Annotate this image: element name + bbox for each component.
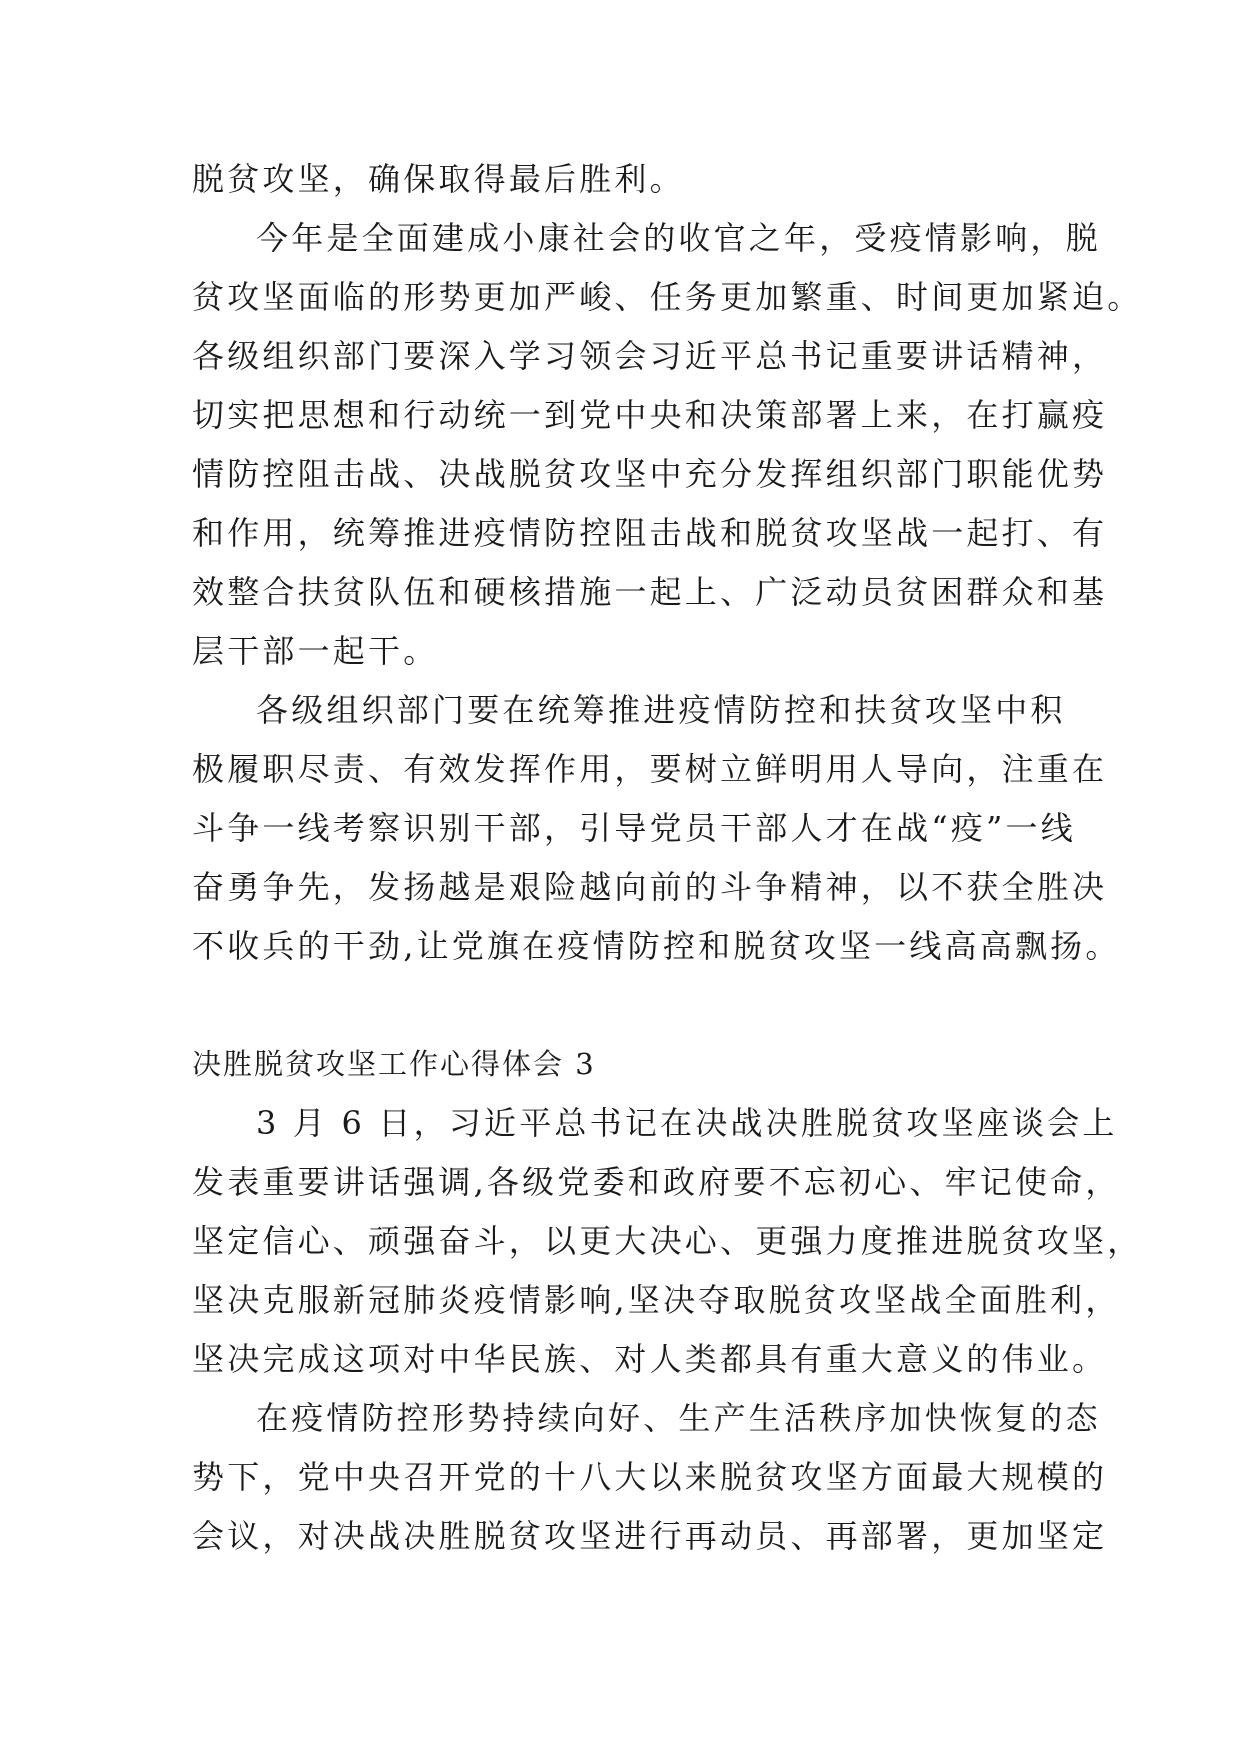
text-line: 贫攻坚面临的形势更加严峻、任务更加繁重、时间更加紧迫。 — [192, 278, 1143, 316]
section-spacer — [192, 976, 1052, 1035]
text-line: 不收兵的干劲,让党旗在疫情防控和脱贫攻坚一线高高飘扬。 — [192, 927, 1121, 965]
paragraph — [192, 1389, 1108, 1566]
text-line: 势下，党中央召开党的十八大以来脱贫攻坚方面最大规模的 — [192, 1458, 1108, 1496]
text-line: 在疫情防控形势持续向好、生产生活秩序加快恢复的态 — [256, 1399, 1101, 1437]
text-line: 奋勇争先，发扬越是艰险越向前的斗争精神，以不获全胜决 — [192, 868, 1108, 906]
text-line: 斗争一线考察识别干部，引导党员干部人才在战“疫”一线 — [192, 809, 1076, 847]
text-line: 今年是全面建成小康社会的收官之年，受疫情影响，脱 — [256, 219, 1101, 257]
section-title: 决胜脱贫攻坚工作心得体会 3 — [192, 1047, 596, 1081]
paragraph — [192, 209, 1143, 681]
text-line: 3 月 6 日，习近平总书记在决战决胜脱贫攻坚座谈会上 — [256, 1104, 1118, 1142]
text-line: 和作用，统筹推进疫情防控阻击战和脱贫攻坚战一起打、有 — [192, 514, 1108, 552]
text-line: 极履职尽责、有效发挥作用，要树立鲜明用人导向，注重在 — [192, 750, 1108, 788]
text-line: 坚定信心、顽强奋斗，以更大决心、更强力度推进脱贫攻坚， — [192, 1222, 1143, 1260]
text-line: 坚决克服新冠肺炎疫情影响,坚决夺取脱贫攻坚战全面胜利， — [192, 1281, 1121, 1319]
text-line: 各级组织部门要在统筹推进疫情防控和扶贫攻坚中积 — [256, 691, 1066, 729]
text-line: 情防控阻击战、决战脱贫攻坚中充分发挥组织部门职能优势 — [192, 455, 1108, 493]
text-line: 发表重要讲话强调,各级党委和政府要不忘初心、牢记使命， — [192, 1163, 1121, 1201]
text-line: 切实把思想和行动统一到党中央和决策部署上来，在打赢疫 — [192, 396, 1108, 434]
text-line: 效整合扶贫队伍和硬核措施一起上、广泛动员贫困群众和基 — [192, 573, 1108, 611]
text-line: 会议，对决战决胜脱贫攻坚进行再动员、再部署，更加坚定 — [192, 1517, 1108, 1555]
text-line: 坚决完成这项对中华民族、对人类都具有重大意义的伟业。 — [192, 1340, 1108, 1378]
paragraph — [192, 681, 1121, 976]
text-line: 脱贫攻坚，确保取得最后胜利。 — [192, 160, 685, 198]
text-line: 各级组织部门要深入学习领会习近平总书记重要讲话精神， — [192, 337, 1108, 375]
paragraph — [192, 1094, 1143, 1389]
document-page — [192, 150, 1143, 1566]
text-line: 层干部一起干。 — [192, 632, 439, 670]
